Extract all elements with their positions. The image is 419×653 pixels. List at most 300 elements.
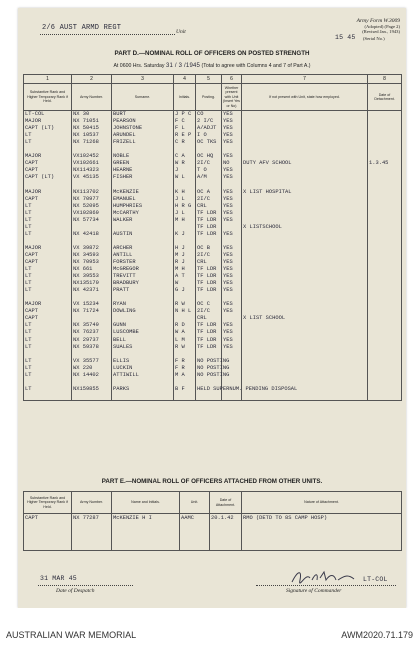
part-e-cell [180, 541, 210, 551]
table-cell [222, 379, 242, 386]
table-row [24, 337, 402, 344]
part-e-column-header-3: Name and Initials. [112, 492, 180, 514]
table-cell [72, 238, 112, 245]
column-header-6: Whether present with Unit (Insert Yes or No) [222, 84, 242, 111]
despatch-line [38, 585, 133, 586]
table-cell: CAPT [24, 252, 72, 259]
part-e-row [24, 532, 402, 541]
table-row [24, 118, 402, 125]
table-cell: 2I/C [196, 196, 222, 203]
table-cell: H R G [174, 203, 196, 210]
table-cell [368, 224, 402, 231]
table-cell [24, 238, 72, 245]
table-cell [368, 231, 402, 238]
table-cell: I O [196, 132, 222, 139]
part-e-row [24, 523, 402, 532]
table-cell [242, 280, 368, 287]
table-cell: TF LDR [196, 287, 222, 294]
table-cell [368, 393, 402, 401]
table-cell [242, 372, 368, 379]
table-row [24, 287, 402, 294]
table-cell [196, 393, 222, 401]
table-cell: K J [174, 231, 196, 238]
signature-label: Signature of Commander [286, 588, 342, 594]
table-cell: YES [222, 132, 242, 139]
table-cell: H J [174, 245, 196, 252]
table-cell: A/ADJT [196, 125, 222, 132]
table-cell [174, 351, 196, 358]
table-cell: CAPT [24, 167, 72, 174]
table-cell [368, 301, 402, 308]
table-cell: X LISTSCHOOL [242, 224, 368, 231]
table-cell: NO POSTING [197, 371, 230, 378]
archive-footer [0, 608, 419, 653]
table-cell [112, 224, 174, 231]
signature-rank: LT-COL [363, 576, 388, 583]
table-cell [242, 167, 368, 174]
table-cell: OC HQ [196, 153, 222, 160]
table-cell [368, 365, 402, 372]
table-cell: OC A [196, 189, 222, 196]
table-cell [196, 351, 222, 358]
table-cell: SUALES [112, 344, 174, 351]
part-e-cell [72, 523, 112, 532]
table-cell [242, 111, 368, 119]
part-e-cell [242, 541, 402, 551]
table-row [24, 315, 402, 322]
table-cell: YES [222, 329, 242, 336]
table-row [24, 210, 402, 217]
table-row [24, 132, 402, 139]
table-cell: LT [24, 132, 72, 139]
at-line-prefix: At 0600 Hrs. Saturday [113, 63, 165, 69]
table-cell: MAJOR [24, 118, 72, 125]
column-header-8: Date of Detachment. [368, 84, 402, 111]
table-row [24, 344, 402, 351]
table-cell [174, 294, 196, 301]
table-cell: BELL [112, 337, 174, 344]
table-cell [242, 146, 368, 153]
table-cell: NX 10537 [72, 132, 112, 139]
table-cell [368, 266, 402, 273]
table-cell: YES [222, 196, 242, 203]
table-cell [368, 386, 402, 393]
table-cell: PEARSON [112, 118, 174, 125]
table-cell: YES [222, 125, 242, 132]
table-cell: McGREGOR [112, 266, 174, 273]
column-number-8: 8 [368, 75, 402, 84]
table-cell: CO [196, 111, 222, 119]
part-e-row [24, 514, 402, 524]
table-cell [242, 379, 368, 386]
table-cell: TF LDR [196, 231, 222, 238]
table-row [24, 167, 402, 174]
part-e-column-header-4: Unit. [180, 492, 210, 514]
table-cell [368, 139, 402, 146]
table-cell: LT [24, 337, 72, 344]
table-cell: R W [174, 301, 196, 308]
table-row [24, 372, 402, 379]
part-e-cell [72, 532, 112, 541]
table-row [24, 308, 402, 315]
table-row [24, 139, 402, 146]
table-cell [196, 181, 222, 188]
table-cell: NX 30 [72, 111, 112, 119]
table-cell: PRATT [112, 287, 174, 294]
table-cell: LT [24, 365, 72, 372]
column-number-4: 4 [174, 75, 196, 84]
table-cell: OC B [196, 245, 222, 252]
column-number-7: 7 [242, 75, 368, 84]
table-cell: YES [222, 203, 242, 210]
table-cell [222, 393, 242, 401]
table-cell: LT [24, 372, 72, 379]
table-cell: YES [222, 287, 242, 294]
column-header-4: Initials. [174, 84, 196, 111]
table-cell [242, 287, 368, 294]
table-cell [72, 351, 112, 358]
table-cell [24, 393, 72, 401]
table-cell: NX 59378 [72, 344, 112, 351]
table-cell [242, 358, 368, 365]
table-cell: NX 71724 [72, 308, 112, 315]
table-cell [368, 174, 402, 181]
table-cell: NX 70977 [72, 196, 112, 203]
table-cell [368, 125, 402, 132]
part-e-cell: 20.1.42 [210, 514, 242, 524]
part-e-table [23, 491, 402, 551]
table-cell: CAPT [24, 308, 72, 315]
part-e-column-header-5: Date of Attachment. [210, 492, 242, 514]
table-cell: OC C [196, 301, 222, 308]
table-cell [242, 252, 368, 259]
table-cell: YES [222, 111, 242, 119]
table-cell: LT [24, 280, 72, 287]
table-cell [368, 153, 402, 160]
table-cell: NOBLE [112, 153, 174, 160]
table-cell [368, 273, 402, 280]
table-cell: LT [24, 386, 72, 393]
table-cell: TF LDR [196, 322, 222, 329]
part-e-title: PART E.—NOMINAL ROLL OF OFFICERS ATTACHED FROM OTHER UNITS. [101, 478, 323, 485]
table-cell: W A [174, 329, 196, 336]
table-cell: ATTIWILL [112, 372, 174, 379]
table-cell [24, 294, 72, 301]
table-cell: McCARTHY [112, 210, 174, 217]
part-e-cell [180, 532, 210, 541]
part-e-cell [112, 541, 180, 551]
table-cell [368, 337, 402, 344]
table-cell: NX 39553 [72, 273, 112, 280]
table-cell: LT [24, 231, 72, 238]
table-cell [242, 344, 368, 351]
table-cell [222, 238, 242, 245]
table-cell: LT [24, 224, 72, 231]
part-e-cell [210, 532, 242, 541]
table-cell [222, 294, 242, 301]
table-cell: GREEN [112, 160, 174, 167]
table-cell: G J [174, 287, 196, 294]
table-cell: FRIZELL [112, 139, 174, 146]
table-cell [242, 259, 368, 266]
table-cell: M A [174, 372, 196, 379]
table-cell: YES [222, 337, 242, 344]
column-number-6: 6 [222, 75, 242, 84]
table-cell [112, 238, 174, 245]
table-cell: CRL [196, 203, 222, 210]
table-cell: J L [174, 196, 196, 203]
commander-signature [288, 568, 368, 586]
table-cell [72, 224, 112, 231]
table-row [24, 217, 402, 224]
table-cell [368, 189, 402, 196]
table-cell: AUSTIN [112, 231, 174, 238]
table-cell [368, 196, 402, 203]
table-cell: J L [174, 210, 196, 217]
table-cell [72, 393, 112, 401]
table-cell: ARUNDEL [112, 132, 174, 139]
part-e-cell [112, 532, 180, 541]
table-cell [174, 238, 196, 245]
table-cell: YES [222, 153, 242, 160]
table-cell: MAJOR [24, 301, 72, 308]
table-row [24, 160, 402, 167]
table-cell: F C [174, 118, 196, 125]
table-cell [368, 329, 402, 336]
table-cell: NX 57734 [72, 217, 112, 224]
table-cell: A/M [196, 174, 222, 181]
column-number-5: 5 [196, 75, 222, 84]
table-cell: CAPT (LT) [24, 174, 72, 181]
table-cell: YES [222, 231, 242, 238]
table-cell: 1.3.45 [368, 160, 402, 167]
table-row [24, 203, 402, 210]
table-cell [242, 139, 368, 146]
table-cell: J P C [174, 111, 196, 119]
table-cell: A T [174, 273, 196, 280]
form-sheet [18, 8, 406, 608]
table-cell: YES [222, 217, 242, 224]
table-cell: F L [174, 125, 196, 132]
table-cell: W L [174, 174, 196, 181]
table-cell: HELD SUPERNUM. PENDING DISPOSAL [197, 385, 298, 392]
table-cell: LUSCOMBE [112, 329, 174, 336]
table-cell: NX135170 [72, 280, 112, 287]
table-cell [368, 132, 402, 139]
table-row [24, 322, 402, 329]
table-cell [242, 231, 368, 238]
table-cell: 2I/C [196, 308, 222, 315]
table-cell [112, 146, 174, 153]
table-row [24, 231, 402, 238]
table-cell: McKENZIE [112, 189, 174, 196]
at-date: 31 / 3 /1945 [165, 63, 201, 69]
table-cell [242, 174, 368, 181]
table-cell: NX 661 [72, 266, 112, 273]
table-cell: TREVITT [112, 273, 174, 280]
table-row [24, 238, 402, 245]
table-cell: YES [222, 118, 242, 125]
form-revised: (Revised Jan., 1943) [362, 29, 400, 34]
part-e-cell: AAMC [180, 514, 210, 524]
table-cell: CRL [196, 315, 222, 322]
table-row [24, 266, 402, 273]
table-cell: TF LDR [196, 280, 222, 287]
table-cell [222, 146, 242, 153]
table-cell: K H [174, 189, 196, 196]
part-e-cell: NX 77287 [72, 514, 112, 524]
table-cell: FISHER [112, 174, 174, 181]
table-cell: GUNN [112, 322, 174, 329]
table-cell [242, 210, 368, 217]
table-cell [242, 294, 368, 301]
table-cell: CAPT [24, 315, 72, 322]
table-cell: NX 71051 [72, 118, 112, 125]
table-cell: PARKS [112, 386, 174, 393]
table-cell [174, 315, 196, 322]
table-cell: YES [222, 308, 242, 315]
table-cell: NX 76237 [72, 329, 112, 336]
table-cell: TF LDR [196, 266, 222, 273]
table-cell [368, 308, 402, 315]
unit-label: Unit [176, 29, 186, 35]
table-cell [196, 379, 222, 386]
table-cell: OC TKS [196, 139, 222, 146]
table-cell [368, 252, 402, 259]
table-cell [368, 280, 402, 287]
table-row [24, 174, 402, 181]
table-row [24, 196, 402, 203]
column-header-7: If not present with Unit, state how employed. [242, 84, 368, 111]
table-cell: YES [222, 301, 242, 308]
table-cell: NX 50415 [72, 125, 112, 132]
table-cell [242, 322, 368, 329]
table-cell [24, 181, 72, 188]
table-cell [242, 203, 368, 210]
table-row [24, 379, 402, 386]
column-header-2: Army Number. [72, 84, 112, 111]
table-cell [242, 301, 368, 308]
table-cell: MAJOR [24, 245, 72, 252]
part-e-cell [180, 523, 210, 532]
table-row [24, 153, 402, 160]
table-row [24, 358, 402, 365]
table-cell [242, 393, 368, 401]
table-cell [174, 146, 196, 153]
table-row [24, 280, 402, 287]
table-cell [242, 245, 368, 252]
table-cell: YES [222, 322, 242, 329]
table-row [24, 393, 402, 401]
table-cell: WALKER [112, 217, 174, 224]
table-cell: YES [222, 344, 242, 351]
table-cell: NO POSTING [197, 364, 230, 371]
table-cell [242, 181, 368, 188]
table-cell: LT [24, 203, 72, 210]
table-cell: YES [222, 266, 242, 273]
table-cell: LT [24, 139, 72, 146]
table-cell: HEARNE [112, 167, 174, 174]
table-cell: YES [222, 280, 242, 287]
table-cell: LT [24, 217, 72, 224]
part-e-cell [210, 523, 242, 532]
table-cell: NO POSTING [197, 357, 230, 364]
column-header-5: Posting. [196, 84, 222, 111]
table-cell: NX 14402 [72, 372, 112, 379]
table-cell: VX 15234 [72, 301, 112, 308]
table-cell [72, 146, 112, 153]
table-cell: LT [24, 358, 72, 365]
table-cell [174, 181, 196, 188]
table-cell [368, 181, 402, 188]
table-cell: R J [174, 259, 196, 266]
table-cell: NX 52095 [72, 203, 112, 210]
table-cell: NX 42418 [72, 231, 112, 238]
part-d-at-line [18, 63, 406, 69]
table-cell [222, 181, 242, 188]
table-cell [72, 379, 112, 386]
part-d-table [23, 74, 402, 401]
table-cell [242, 153, 368, 160]
form-number: Army Form W.3009 [356, 18, 400, 24]
table-cell: ARCHER [112, 245, 174, 252]
table-cell: X LIST SCHOOL [242, 315, 368, 322]
table-cell: R D [174, 322, 196, 329]
table-cell [174, 224, 196, 231]
table-cell [242, 196, 368, 203]
table-cell: B F [174, 386, 196, 393]
table-cell: L M [174, 337, 196, 344]
table-cell: DUTY AFV SCHOOL [242, 160, 368, 167]
table-cell [242, 337, 368, 344]
table-cell [368, 351, 402, 358]
unit-typed: 2/6 AUST ARMD REGT [42, 24, 122, 32]
table-cell [242, 238, 368, 245]
table-cell: YES [222, 273, 242, 280]
table-cell: CAPT [24, 259, 72, 266]
table-cell [368, 379, 402, 386]
table-cell [368, 344, 402, 351]
serial-label: (Serial No.) [363, 36, 385, 41]
table-cell [368, 372, 402, 379]
table-cell: R E P [174, 132, 196, 139]
table-cell [368, 203, 402, 210]
table-cell: NX 35749 [72, 322, 112, 329]
table-cell: NX 71268 [72, 139, 112, 146]
part-e-header-row [24, 492, 402, 514]
table-cell [112, 351, 174, 358]
table-cell: F R [174, 358, 196, 365]
despatch-label: Date of Despatch [56, 588, 95, 594]
table-cell: CAPT [24, 160, 72, 167]
table-cell: JOHNSTONE [112, 125, 174, 132]
table-cell: BRADBURY [112, 280, 174, 287]
table-cell: VX 35577 [72, 358, 112, 365]
part-e-column-header-6: Nature of Attachment. [242, 492, 402, 514]
part-e-cell: McKENZIE H I [112, 514, 180, 524]
footer-institution: AUSTRALIAN WAR MEMORIAL [6, 630, 137, 640]
table-cell [174, 379, 196, 386]
table-cell [72, 294, 112, 301]
table-cell: CAPT [24, 196, 72, 203]
table-cell [368, 217, 402, 224]
table-row [24, 294, 402, 301]
table-cell: CRL [196, 259, 222, 266]
part-e-cell [242, 532, 402, 541]
part-e-row [24, 541, 402, 551]
footer-accession: AWM2020.71.179 [341, 630, 413, 640]
table-cell: 2I/C [196, 252, 222, 259]
